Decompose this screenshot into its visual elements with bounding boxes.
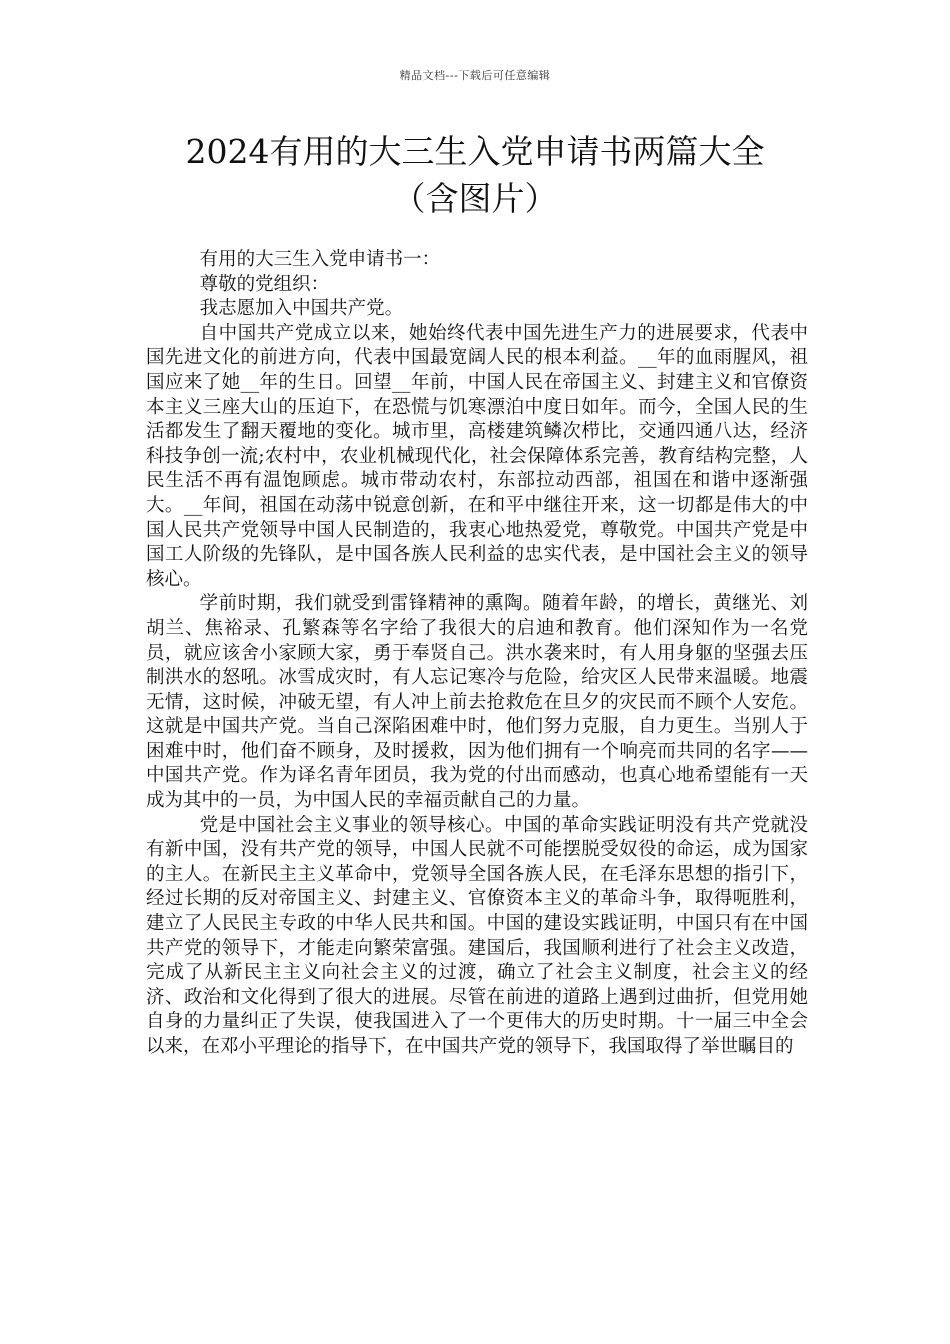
title-line-2: （含图片）: [392, 179, 558, 218]
page-header-note: 精品文档---下载后可任意编辑: [399, 69, 551, 82]
title-line-1: 2024有用的大三生入党申请书两篇大全: [185, 132, 765, 171]
body-paragraph: 学前时期，我们就受到雷锋精神的熏陶。随着年龄，的增长，黄继光、刘胡兰、焦裕录、孔繁森等名字给了我很大的启迪和教育。他们深知作为一名党员，就应该舍小家顾大家，勇于奉贤自己。洪水袭来时，有人用身躯的坚强去压制洪水的怒吼。冰雪成灾时，有人忘记寒冷与危险，给灾区人民带来温暖。地震无情，这时候，冲破无望，有人冲上前去抢救危在旦夕的灾民而不顾个人安危。这就是中国共产党。当自己深陷困难中时，他们努力克服，自力更生。当别人于困难中时，他们奋不顾身，及时援救，因为他们拥有一个响亮而共同的名字——中国共产党。作为译名青年团员，我为党的付出而感动，也真心地希望能有一天成为其中的一员，为中国人民的幸福贡献自己的力量。: [146, 593, 808, 812]
section-heading: 有用的大三生入党申请书一：: [199, 249, 441, 270]
document-title: [100, 128, 850, 222]
opening-statement: 我志愿加入中国共产党。: [199, 298, 404, 320]
body-paragraph: 自中国共产党成立以来，她始终代表中国先进生产力的进展要求，代表中国先进文化的前进方向，代表中国最宽阔人民的根本利益。__年的血雨腥风，祖国应来了她__年的生日。回望__年前，中国人民在帝国主义、封建主义和官僚资本主义三座大山的压迫下，在恐慌与饥寒漂泊中度日如年。而今，全国人民的生活都发生了翻天覆地的变化。城市里，高楼建筑鳞次栉比，交通四通八达，经济科技争创一流;农村中，农业机械现代化，社会保障体系完善，教育结构完整，人民生活不再有温饱顾虑。城市带动农村，东部拉动西部，祖国在和谐中逐渐强大。__年间，祖国在动荡中锐意创新，在和平中继往开来，这一切都是伟大的中国人民共产党领导中国人民制造的，我衷心地热爱党，尊敬党。中国共产党是中国工人阶级的先锋队，是中国各族人民利益的忠实代表，是中国社会主义的领导核心。: [146, 322, 808, 590]
body-paragraph: 党是中国社会主义事业的领导核心。中国的革命实践证明没有共产党就没有新中国，没有共产党的领导，中国人民就不可能摆脱受奴役的命运，成为国家的主人。在新民主主义革命中，党领导全国各族人民，在毛泽东思想的指引下，经过长期的反对帝国主义、封建主义、官僚资本主义的革命斗争，取得呃胜利，建立了人民民主专政的中华人民共和国。中国的建设实践证明，中国只有在中国共产党的领导下，才能走向繁荣富强。建国后，我国顺利进行了社会主义改造，完成了从新民主主义向社会主义的过渡，确立了社会主义制度，社会主义的经济、政治和文化得到了很大的进展。尽管在前进的道路上遇到过曲折，但党用她自身的力量纠正了失误，使我国进入了一个更伟大的历史时期。十一届三中全会以来，在邓小平理论的指导下，在中国共产党的领导下，我国取得了举世瞩目的: [146, 814, 808, 1057]
document-body: [146, 248, 808, 1060]
salutation: 尊敬的党组织：: [199, 273, 330, 295]
